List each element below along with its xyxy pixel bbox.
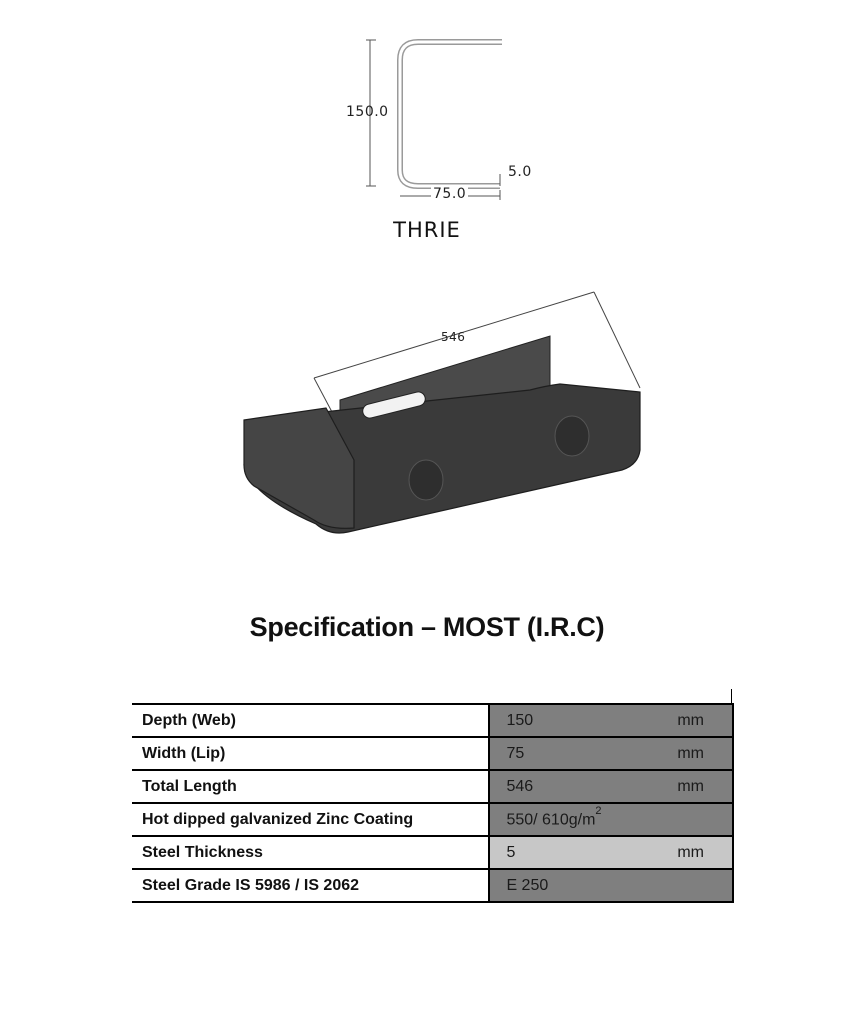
spec-unit: mm (647, 704, 733, 737)
spec-value: 5 (489, 836, 647, 869)
spec-value: 546 (489, 770, 647, 803)
length-dimension-label: 546 (441, 330, 466, 344)
depth-dimension-label: 150.0 (346, 104, 389, 120)
bolt-hole-right (555, 416, 589, 456)
table-row (132, 803, 733, 836)
spec-unit (647, 869, 733, 902)
spec-label: Steel Thickness (142, 843, 263, 861)
spec-label: Steel Grade IS 5986 / IS 2062 (142, 876, 360, 894)
c-channel-outline (400, 42, 502, 186)
spec-label: Hot dipped galvanized Zinc Coating (142, 810, 414, 828)
profile-name: THRIE (393, 218, 461, 242)
spec-unit (647, 803, 733, 836)
channel-profile-drawing (330, 30, 530, 210)
spacer-3d-drawing (230, 280, 660, 550)
spec-value: 150 (489, 704, 647, 737)
spec-value: E 250 (489, 869, 647, 902)
table-row (132, 869, 733, 902)
thickness-dimension-label: 5.0 (508, 164, 532, 180)
spec-value: 75 (489, 737, 647, 770)
width-dimension-label: 75.0 (433, 186, 467, 202)
spec-label: Depth (Web) (142, 711, 236, 729)
spec-label: Total Length (142, 777, 237, 795)
table-row (132, 770, 733, 803)
table-row (132, 836, 733, 869)
table-corner-tick (731, 689, 732, 703)
table-row (132, 737, 733, 770)
spec-unit: mm (647, 836, 733, 869)
spec-value: 550/ 610g/m (506, 811, 596, 829)
spec-label: Width (Lip) (142, 744, 226, 762)
spec-unit: mm (647, 737, 733, 770)
spec-value-cell (489, 803, 647, 836)
bolt-hole-left (409, 460, 443, 500)
table-row (132, 704, 733, 737)
spec-heading: Specification – MOST (I.R.C) (249, 612, 605, 642)
spec-superscript: 2 (595, 805, 602, 818)
spec-table (132, 703, 734, 903)
spec-unit: mm (647, 770, 733, 803)
